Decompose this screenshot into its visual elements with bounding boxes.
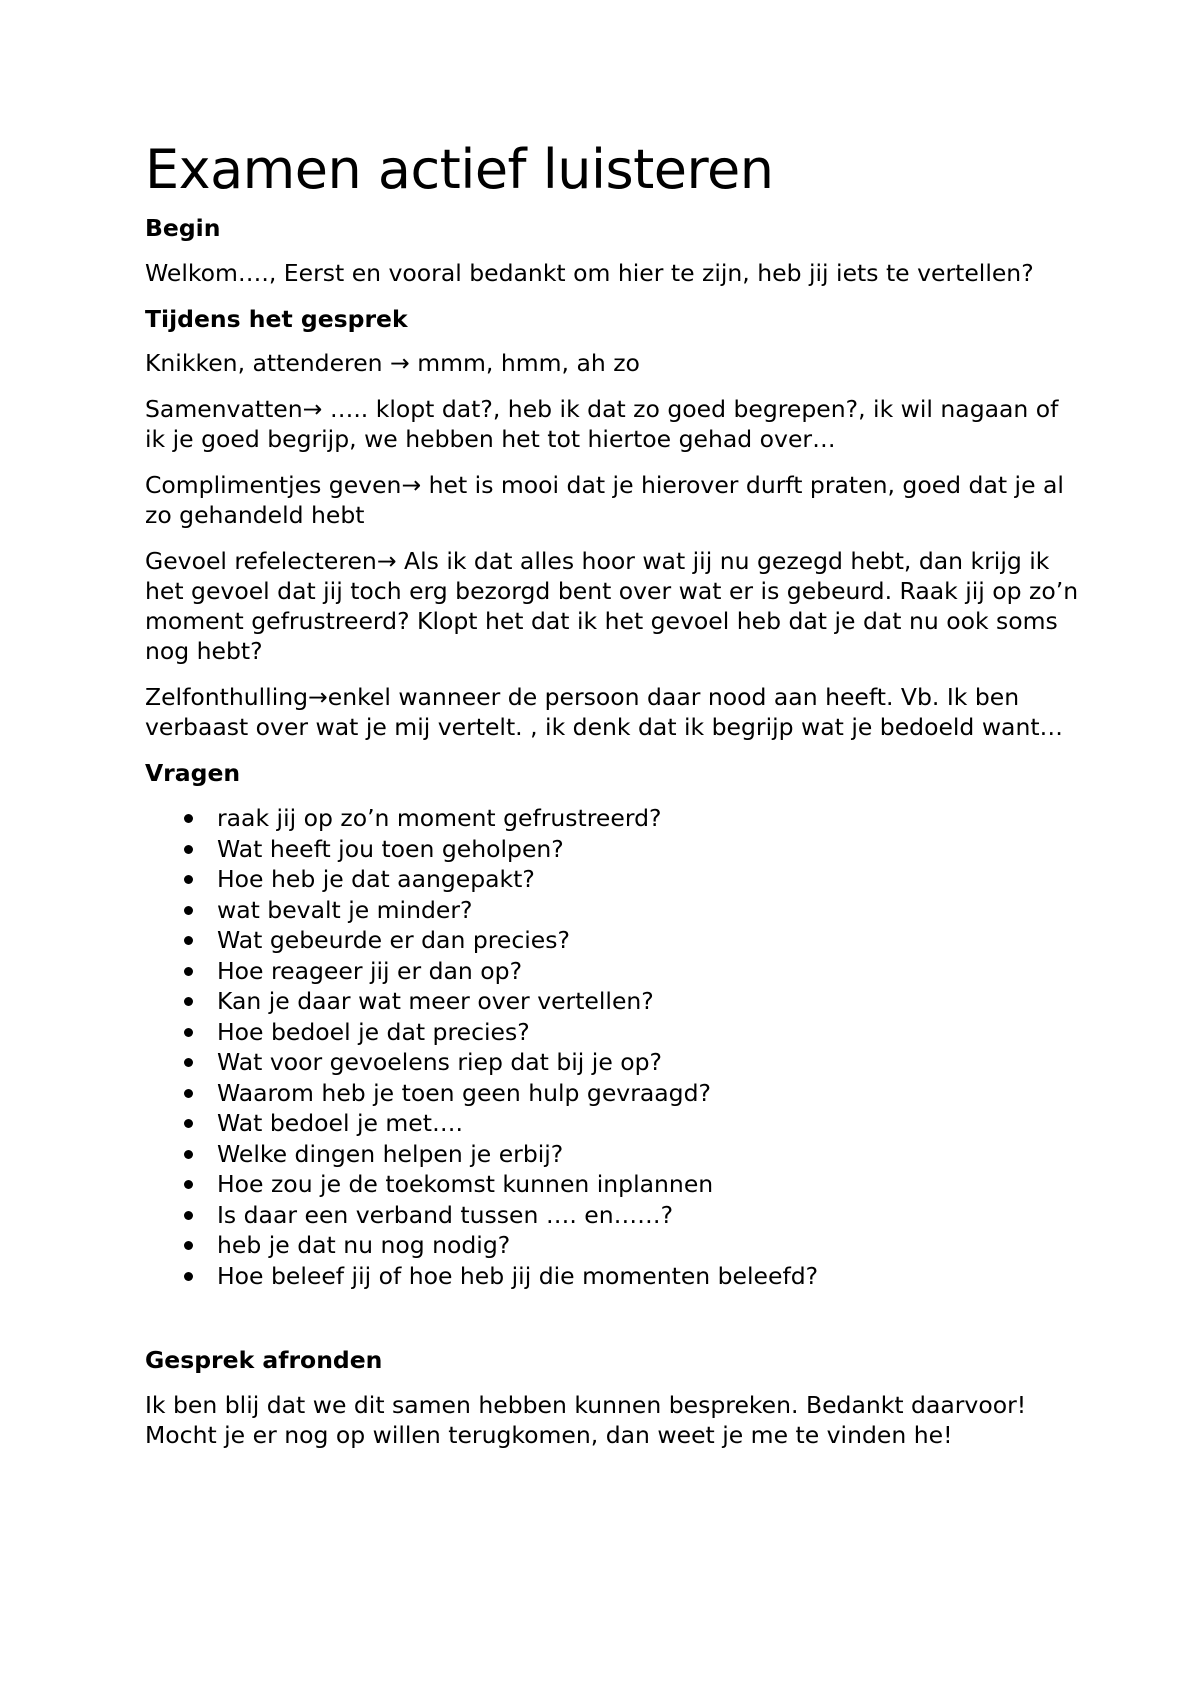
list-item-text: Hoe heb je dat aangepakt?	[217, 865, 535, 894]
list-item-text: Hoe beleef jij of hoe heb jij die momenten beleefd?	[217, 1261, 819, 1290]
tijdens-item-zelfonthulling	[145, 682, 1080, 742]
vragen-list	[145, 803, 1080, 1291]
list-item-text: Hoe bedoel je dat precies?	[217, 1017, 530, 1046]
list-item	[145, 925, 1080, 956]
list-item-text: wat bevalt je minder?	[217, 895, 473, 924]
bullet-icon	[184, 1089, 193, 1098]
list-item	[145, 1047, 1080, 1078]
tijdens-item-label: Complimentjes geven	[145, 471, 402, 500]
tijdens-item-label: Gevoel refelecteren	[145, 547, 377, 576]
tijdens-item-label: Zelfonthulling	[145, 683, 309, 712]
list-item	[145, 986, 1080, 1017]
list-item-text: Wat voor gevoelens riep dat bij je op?	[217, 1048, 663, 1077]
bullet-icon	[184, 1272, 193, 1281]
bullet-icon	[184, 1119, 193, 1128]
tijdens-item-knikken	[145, 348, 1080, 378]
heading-vragen: Vragen	[145, 759, 241, 788]
list-item-text: Waarom heb je toen geen hulp gevraagd?	[217, 1078, 711, 1107]
arrow-right-icon: →	[390, 349, 410, 378]
tijdens-item-text: Als ik dat alles hoor wat jij nu gezegd hebt, dan krijg ik het gevoel dat jij toch erg bezorgd bent over wat er is gebeurd. Raak jij op zo’n moment gefrustreerd? Klopt het dat ik het gevoel heb dat je dat nu ook soms nog hebt?	[145, 547, 1079, 666]
bullet-icon	[184, 1211, 193, 1220]
bullet-icon	[184, 1150, 193, 1159]
bullet-icon	[184, 814, 193, 823]
tijdens-item-text: het is mooi dat je hierover durft praten, goed dat je al zo gehandeld hebt	[145, 471, 1064, 530]
list-item	[145, 834, 1080, 865]
arrow-right-icon: →	[376, 547, 397, 576]
begin-text: Welkom…., Eerst en vooral bedankt om hier te zijn, heb jij iets te vertellen?	[145, 258, 1034, 287]
list-item-text: raak jij op zo’n moment gefrustreerd?	[217, 804, 662, 833]
tijdens-item-samenvatten	[145, 394, 1080, 454]
list-item-text: heb je dat nu nog nodig?	[217, 1231, 511, 1260]
list-item	[145, 1108, 1080, 1139]
arrow-right-icon: →	[401, 471, 422, 500]
heading-begin: Begin	[145, 214, 221, 243]
list-item	[145, 803, 1080, 834]
heading-afronden: Gesprek afronden	[145, 1346, 383, 1375]
list-item-text: Hoe reageer jij er dan op?	[217, 956, 523, 985]
list-item-text: Welke dingen helpen je erbij?	[217, 1139, 564, 1168]
bullet-icon	[184, 1058, 193, 1067]
heading-tijdens: Tijdens het gesprek	[145, 304, 408, 333]
bullet-icon	[184, 936, 193, 945]
tijdens-item-text: ….. klopt dat?, heb ik dat zo goed begrepen?, ik wil nagaan of ik je goed begrijp, we hebben het tot hiertoe gehad over…	[145, 395, 1059, 454]
list-item-text: Wat heeft jou toen geholpen?	[217, 834, 564, 863]
list-item-text: Hoe zou je de toekomst kunnen inplannen	[217, 1170, 714, 1199]
tijdens-item-text: mmm, hmm, ah zo	[409, 349, 640, 378]
list-item	[145, 1169, 1080, 1200]
tijdens-item-label: Samenvatten	[145, 395, 303, 424]
list-item-text: Wat gebeurde er dan precies?	[217, 926, 570, 955]
list-item	[145, 1261, 1080, 1292]
list-item	[145, 1078, 1080, 1109]
list-item	[145, 1139, 1080, 1170]
tijdens-item-text: enkel wanneer de persoon daar nood aan heeft. Vb. Ik ben verbaast over wat je mij vertelt. , ik denk dat ik begrijp wat je bedoeld want…	[145, 683, 1064, 742]
list-item-text: Kan je daar wat meer over vertellen?	[217, 987, 654, 1016]
afronden-text: Ik ben blij dat we dit samen hebben kunnen bespreken. Bedankt daarvoor! Mocht je er nog op willen terugkomen, dan weet je me te vinden he!	[145, 1390, 1027, 1449]
list-item	[145, 1200, 1080, 1231]
list-item	[145, 956, 1080, 987]
list-item	[145, 895, 1080, 926]
bullet-icon	[184, 1028, 193, 1037]
bullet-icon	[184, 875, 193, 884]
tijdens-item-label: Knikken, attenderen	[145, 349, 391, 378]
bullet-icon	[184, 906, 193, 915]
bullet-icon	[184, 967, 193, 976]
list-item-text: Wat bedoel je met….	[217, 1109, 463, 1138]
arrow-right-icon: →	[308, 683, 328, 712]
bullet-icon	[184, 997, 193, 1006]
bullet-icon	[184, 845, 193, 854]
list-item	[145, 864, 1080, 895]
bullet-icon	[184, 1180, 193, 1189]
bullet-icon	[184, 1241, 193, 1250]
list-item-text: Is daar een verband tussen …. en……?	[217, 1200, 674, 1229]
list-item	[145, 1230, 1080, 1261]
tijdens-item-gevoel	[145, 546, 1080, 666]
tijdens-item-complimentjes	[145, 470, 1080, 530]
document-title: Examen actief luisteren	[145, 138, 774, 201]
list-item	[145, 1017, 1080, 1048]
arrow-right-icon: →	[302, 395, 323, 424]
